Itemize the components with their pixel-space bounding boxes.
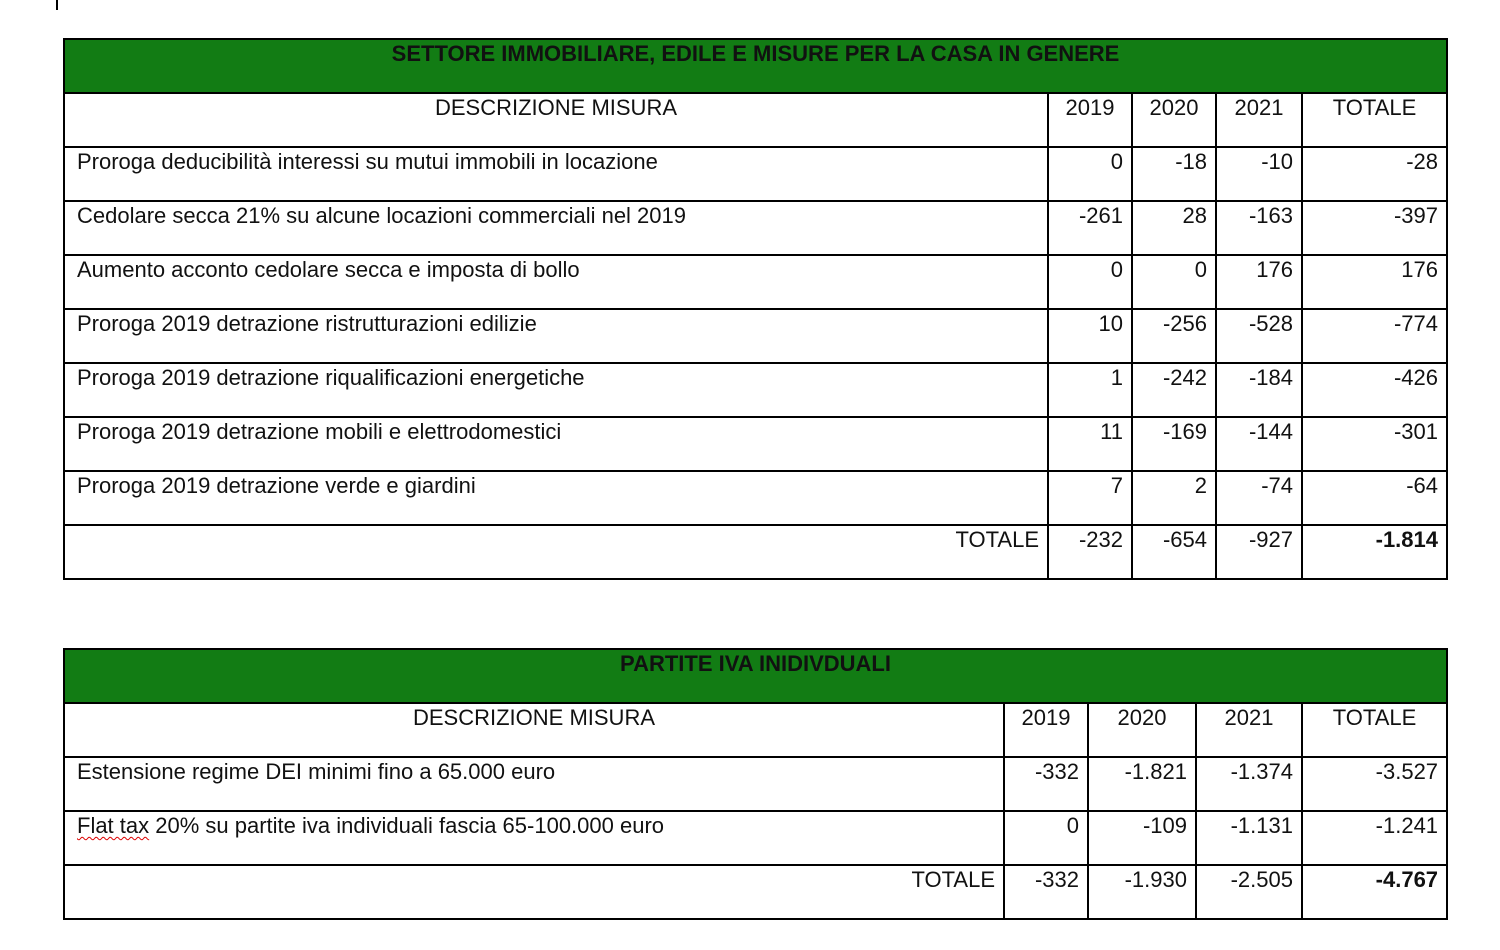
totals-row: [64, 525, 1447, 579]
table-title-text: SETTORE IMMOBILIARE, EDILE E MISURE PER LA CASA IN GENERE: [391, 41, 1120, 66]
table-row: [64, 255, 1447, 309]
table-title-row: [64, 649, 1447, 703]
header-totale: TOTALE: [1302, 703, 1447, 757]
cell-2021: -144: [1216, 417, 1302, 471]
cell-2019: -261: [1048, 201, 1132, 255]
cell-2020: -256: [1132, 309, 1216, 363]
header-row: [64, 703, 1447, 757]
cell-total: -64: [1302, 471, 1447, 525]
cell-desc: Aumento acconto cedolare secca e imposta di bollo: [64, 255, 1048, 309]
total-2020: -654: [1132, 525, 1216, 579]
cell-desc: [64, 811, 1004, 865]
cell-2021: -10: [1216, 147, 1302, 201]
table-row: [64, 757, 1447, 811]
cell-2019: 11: [1048, 417, 1132, 471]
header-2020: 2020: [1132, 93, 1216, 147]
cell-2020: 28: [1132, 201, 1216, 255]
cell-desc: Estensione regime DEI minimi fino a 65.000 euro: [64, 757, 1004, 811]
totals-row: [64, 865, 1447, 919]
cell-total: -774: [1302, 309, 1447, 363]
cell-2019: -332: [1004, 757, 1088, 811]
cell-2020: -1.821: [1088, 757, 1196, 811]
totals-label: TOTALE: [64, 525, 1048, 579]
cell-2021: -163: [1216, 201, 1302, 255]
totals-label: TOTALE: [64, 865, 1004, 919]
cell-2020: 2: [1132, 471, 1216, 525]
cell-2019: 0: [1048, 147, 1132, 201]
cell-total: -1.241: [1302, 811, 1447, 865]
table-row: [64, 147, 1447, 201]
cell-2021: -74: [1216, 471, 1302, 525]
total-2021: -2.505: [1196, 865, 1302, 919]
table-settore-immobiliare: [63, 38, 1448, 580]
cell-2020: -18: [1132, 147, 1216, 201]
cell-total: -397: [1302, 201, 1447, 255]
cell-2020: -109: [1088, 811, 1196, 865]
cell-2021: 176: [1216, 255, 1302, 309]
header-2020: 2020: [1088, 703, 1196, 757]
text-cursor: [56, 0, 58, 10]
table-row: [64, 811, 1447, 865]
table-row: [64, 417, 1447, 471]
header-2021: 2021: [1216, 93, 1302, 147]
table-row: [64, 309, 1447, 363]
grand-total: -1.814: [1302, 525, 1447, 579]
table-row: [64, 201, 1447, 255]
grand-total: -4.767: [1302, 865, 1447, 919]
table-title: [64, 39, 1447, 93]
cell-total: -426: [1302, 363, 1447, 417]
table-title-row: [64, 39, 1447, 93]
cell-desc: Proroga 2019 detrazione mobili e elettrodomestici: [64, 417, 1048, 471]
cell-2020: -242: [1132, 363, 1216, 417]
table-title: [64, 649, 1447, 703]
cell-desc: Proroga 2019 detrazione riqualificazioni energetiche: [64, 363, 1048, 417]
cell-total: 176: [1302, 255, 1447, 309]
header-totale: TOTALE: [1302, 93, 1447, 147]
table-row: [64, 363, 1447, 417]
cell-total: -3.527: [1302, 757, 1447, 811]
cell-2020: 0: [1132, 255, 1216, 309]
cell-total: -28: [1302, 147, 1447, 201]
cell-desc: Proroga 2019 detrazione verde e giardini: [64, 471, 1048, 525]
desc-text: 20% su partite iva individuali fascia 65-100.000 euro: [149, 813, 665, 838]
cell-2021: -1.374: [1196, 757, 1302, 811]
cell-2021: -184: [1216, 363, 1302, 417]
header-2019: 2019: [1048, 93, 1132, 147]
total-2020: -1.930: [1088, 865, 1196, 919]
cell-2019: 10: [1048, 309, 1132, 363]
cell-2021: -1.131: [1196, 811, 1302, 865]
header-row: [64, 93, 1447, 147]
total-2021: -927: [1216, 525, 1302, 579]
spellcheck-flagged-text[interactable]: Flat tax: [77, 813, 150, 838]
total-2019: -232: [1048, 525, 1132, 579]
header-2021: 2021: [1196, 703, 1302, 757]
cell-desc: Proroga deducibilità interessi su mutui immobili in locazione: [64, 147, 1048, 201]
table-title-text: PARTITE IVA INIDIVDUALI: [620, 651, 891, 676]
cell-2021: -528: [1216, 309, 1302, 363]
total-2019: -332: [1004, 865, 1088, 919]
cell-total: -301: [1302, 417, 1447, 471]
header-descrizione: DESCRIZIONE MISURA: [64, 93, 1048, 147]
header-2019: 2019: [1004, 703, 1088, 757]
cell-2020: -169: [1132, 417, 1216, 471]
cell-2019: 7: [1048, 471, 1132, 525]
cell-2019: 1: [1048, 363, 1132, 417]
cell-2019: 0: [1048, 255, 1132, 309]
cell-desc: Cedolare secca 21% su alcune locazioni commerciali nel 2019: [64, 201, 1048, 255]
table-partite-iva: [63, 648, 1448, 920]
cell-desc: Proroga 2019 detrazione ristrutturazioni edilizie: [64, 309, 1048, 363]
header-descrizione: DESCRIZIONE MISURA: [64, 703, 1004, 757]
table-row: [64, 471, 1447, 525]
cell-2019: 0: [1004, 811, 1088, 865]
